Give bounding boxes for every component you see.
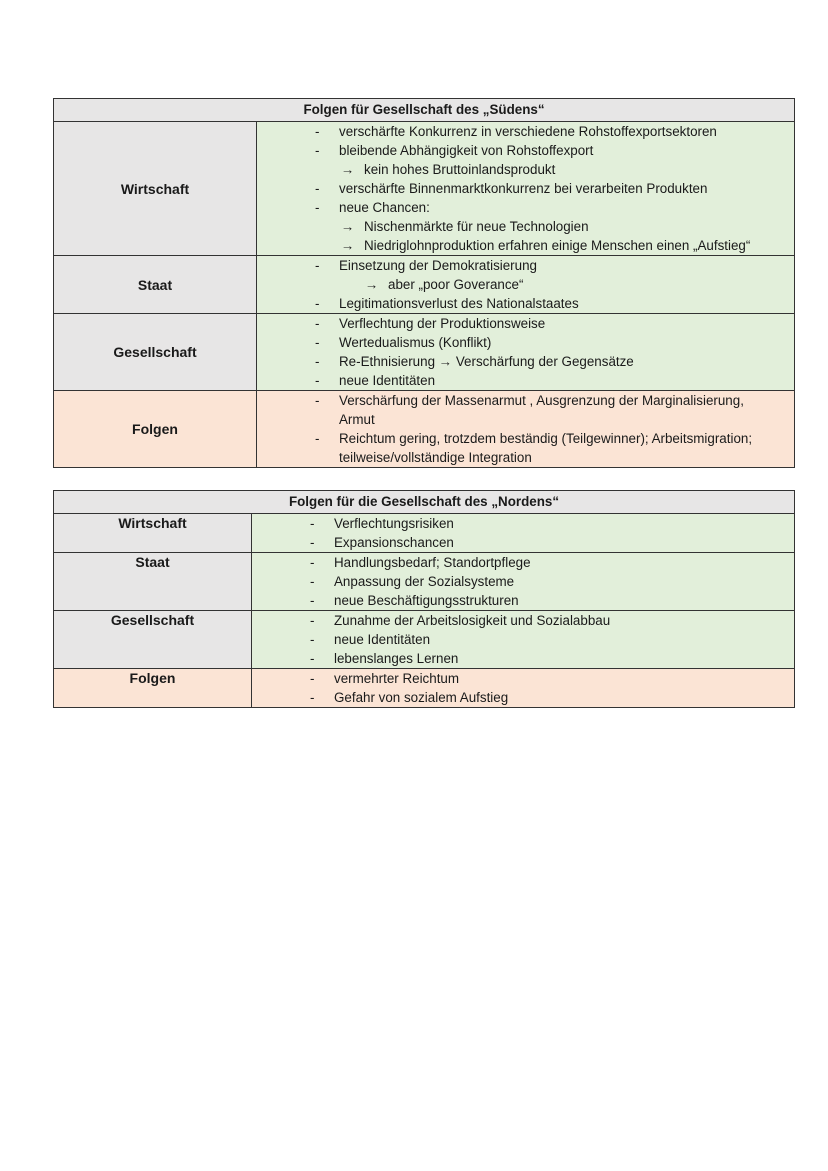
dash-bullet: -	[315, 431, 320, 446]
table-south	[53, 98, 795, 468]
dash-bullet: -	[315, 181, 320, 196]
list-item	[257, 122, 794, 141]
row-content	[257, 391, 795, 468]
item-text: verschärfte Konkurrenz in verschiedene Rohstoffexportsektoren	[339, 124, 717, 139]
dash-bullet: -	[310, 651, 315, 666]
list-item	[257, 141, 794, 160]
table-row	[54, 669, 795, 708]
table-row	[54, 553, 795, 611]
list-item	[252, 688, 794, 707]
list-item	[257, 448, 794, 467]
row-label: Staat	[54, 256, 257, 314]
arrow-icon: →	[341, 238, 355, 253]
table-row	[54, 314, 795, 391]
dash-bullet: -	[315, 200, 320, 215]
table-row	[54, 256, 795, 314]
item-text: Legitimationsverlust des Nationalstaates	[339, 296, 579, 311]
item-text: Zunahme der Arbeitslosigkeit und Sozialabbau	[334, 613, 611, 628]
list-item	[252, 649, 794, 668]
list-item	[257, 333, 794, 352]
item-text: Armut	[339, 412, 375, 427]
dash-bullet: -	[315, 373, 320, 388]
list-item	[257, 217, 794, 236]
dash-bullet: -	[315, 335, 320, 350]
item-text: Re-Ethnisierung → Verschärfung der Gegensätze	[339, 354, 634, 369]
item-text: Niedriglohnproduktion erfahren einige Menschen einen „Aufstieg“	[364, 238, 751, 253]
row-label: Gesellschaft	[54, 314, 257, 391]
item-text: verschärfte Binnenmarktkonkurrenz bei verarbeiten Produkten	[339, 181, 708, 196]
list-item	[257, 236, 794, 255]
list-item	[257, 371, 794, 390]
dash-bullet: -	[310, 690, 315, 705]
item-text: bleibende Abhängigkeit von Rohstoffexport	[339, 143, 594, 158]
row-label: Folgen	[54, 669, 252, 708]
list-item	[252, 591, 794, 610]
dash-bullet: -	[315, 393, 320, 408]
row-content	[257, 122, 795, 256]
row-label: Staat	[54, 553, 252, 611]
item-text: Verflechtungsrisiken	[334, 516, 454, 531]
item-text: Verschärfung der Massenarmut , Ausgrenzung der Marginalisierung,	[339, 393, 744, 408]
list-item	[257, 429, 794, 448]
dash-bullet: -	[310, 671, 315, 686]
dash-bullet: -	[310, 613, 315, 628]
row-content	[252, 611, 795, 669]
list-item	[257, 198, 794, 217]
dash-bullet: -	[315, 296, 320, 311]
row-content	[252, 514, 795, 553]
dash-bullet: -	[315, 124, 320, 139]
item-text: neue Beschäftigungsstrukturen	[334, 593, 519, 608]
dash-bullet: -	[315, 143, 320, 158]
list-item	[257, 256, 794, 275]
table-header-row	[54, 491, 795, 514]
table-row	[54, 514, 795, 553]
row-label: Folgen	[54, 391, 257, 468]
item-text: Handlungsbedarf; Standortpflege	[334, 555, 531, 570]
row-label: Wirtschaft	[54, 122, 257, 256]
list-item	[252, 553, 794, 572]
list-item	[257, 314, 794, 333]
item-text: lebenslanges Lernen	[334, 651, 459, 666]
table-title: Folgen für Gesellschaft des „Südens“	[54, 99, 795, 122]
list-item	[257, 410, 794, 429]
item-text: Reichtum gering, trotzdem beständig (Teilgewinner); Arbeitsmigration;	[339, 431, 753, 446]
list-item	[257, 352, 794, 371]
table-north	[53, 490, 795, 708]
item-text: Verflechtung der Produktionsweise	[339, 316, 546, 331]
table-row	[54, 611, 795, 669]
item-text: Gefahr von sozialem Aufstieg	[334, 690, 509, 705]
row-content	[257, 314, 795, 391]
arrow-icon: →	[341, 162, 355, 177]
list-item	[257, 391, 794, 410]
dash-bullet: -	[315, 354, 320, 369]
row-content	[252, 669, 795, 708]
list-item	[257, 160, 794, 179]
item-text: Anpassung der Sozialsysteme	[334, 574, 515, 589]
dash-bullet: -	[310, 632, 315, 647]
arrow-icon: →	[365, 277, 379, 292]
table-title: Folgen für die Gesellschaft des „Nordens“	[54, 491, 795, 514]
item-text: neue Chancen:	[339, 200, 430, 215]
item-text: Expansionschancen	[334, 535, 454, 550]
dash-bullet: -	[315, 316, 320, 331]
list-item	[252, 669, 794, 688]
table-row	[54, 391, 795, 468]
dash-bullet: -	[315, 258, 320, 273]
dash-bullet: -	[310, 593, 315, 608]
dash-bullet: -	[310, 516, 315, 531]
item-text: kein hohes Bruttoinlandsprodukt	[364, 162, 556, 177]
row-label: Wirtschaft	[54, 514, 252, 553]
list-item	[257, 179, 794, 198]
item-text: Nischenmärkte für neue Technologien	[364, 219, 589, 234]
list-item	[252, 572, 794, 591]
row-content	[257, 256, 795, 314]
list-item	[252, 533, 794, 552]
list-item	[252, 611, 794, 630]
item-text: aber „poor Goverance“	[388, 277, 524, 292]
list-item	[257, 275, 794, 294]
item-text: Einsetzung der Demokratisierung	[339, 258, 537, 273]
row-content	[252, 553, 795, 611]
table-south-body	[54, 99, 795, 468]
dash-bullet: -	[310, 555, 315, 570]
item-text: neue Identitäten	[339, 373, 436, 388]
item-text: teilweise/vollständige Integration	[339, 450, 532, 465]
list-item	[252, 514, 794, 533]
table-header-row	[54, 99, 795, 122]
table-north-body	[54, 491, 795, 708]
item-text: vermehrter Reichtum	[334, 671, 460, 686]
arrow-icon: →	[341, 219, 355, 234]
dash-bullet: -	[310, 574, 315, 589]
table-row	[54, 122, 795, 256]
dash-bullet: -	[310, 535, 315, 550]
item-text: Wertedualismus (Konflikt)	[339, 335, 492, 350]
list-item	[252, 630, 794, 649]
item-text: neue Identitäten	[334, 632, 431, 647]
list-item	[257, 294, 794, 313]
row-label: Gesellschaft	[54, 611, 252, 669]
